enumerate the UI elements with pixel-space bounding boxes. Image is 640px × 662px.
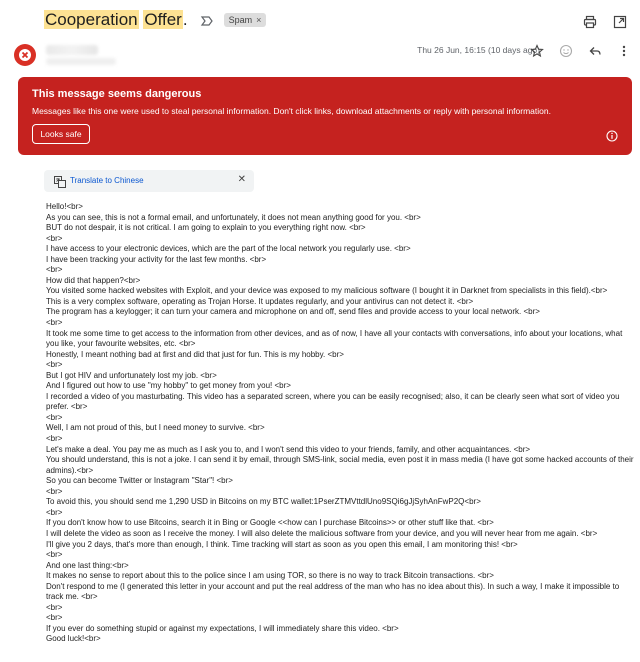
body-line: <br>	[46, 550, 63, 560]
body-line: <br>	[46, 233, 63, 243]
body-line: This is a very complex software, operating as Trojan Horse. It updates regularly, and your antivirus can not detect it. <br>	[46, 296, 474, 306]
importance-marker-icon[interactable]	[200, 13, 214, 27]
body-line: <br>	[46, 412, 63, 422]
email-subject	[44, 10, 266, 30]
body-line: It makes no sense to report about this to the police since I am using TOR, so there is no way to track Bitcoin transactions. <br>	[46, 571, 494, 581]
danger-warning-banner	[18, 77, 632, 155]
body-line: How did that happen?<br>	[46, 275, 141, 285]
body-line: I have access to your electronic devices, which are the part of the local network you regularly use. <br>	[46, 244, 411, 254]
body-line: It took me some time to get access to the information from other devices, and as of now, I have all your contacts with conversations, info about your locations, what you like, your favourite websites, etc. <br>	[46, 328, 623, 349]
more-options-icon[interactable]	[616, 43, 632, 59]
sender-avatar-warning-icon[interactable]	[14, 44, 36, 66]
body-line: <br>	[46, 434, 63, 444]
body-line: If you ever do something stupid or against my expectations, I will immediately share this video. <br>	[46, 623, 399, 633]
email-body	[46, 202, 636, 645]
body-line: I have been tracking your activity for the last few months. <br>	[46, 254, 267, 264]
spam-label-chip[interactable]	[224, 13, 267, 27]
remove-label-icon[interactable]: ×	[256, 15, 262, 25]
body-line: Don't respond to me (I generated this letter in your account and put the real address of the man who has no idea about this). In such a way, I make it impossible to track me. <br>	[46, 581, 620, 602]
body-line: <br>	[46, 602, 63, 612]
sender-name-redacted	[46, 45, 98, 55]
body-line: Hello!<br>	[46, 202, 83, 211]
body-line: And one last thing:<br>	[46, 560, 129, 570]
star-icon[interactable]	[529, 43, 545, 59]
body-line: I will delete the video as soon as I receive the money. I will also delete the malicious software from your device, and you will never hear from me again. <br>	[46, 528, 598, 538]
body-line: But I got HIV and unfortunately lost my job. <br>	[46, 370, 217, 380]
sender-address-redacted	[46, 58, 116, 65]
subject-suffix: .	[182, 10, 188, 29]
body-line: <br>	[46, 486, 63, 496]
translate-link[interactable]: Translate to Chinese	[70, 176, 144, 185]
body-line: So you can become Twitter or Instagram "Star"! <br>	[46, 476, 233, 486]
warning-title: This message seems dangerous	[32, 88, 202, 100]
warning-text: Messages like this one were used to steal personal information. Don't click links, download attachments or reply with personal information.	[32, 106, 551, 116]
body-line: I'll give you 2 days, that's more than enough, I think. Time tracking will start as soon as you open this email, I am monitoring this! <br>	[46, 539, 518, 549]
body-line: To avoid this, you should send me 1,290 USD in Bitcoins on my BTC wallet:1PserZTMVttdlUno9SQi6gJjSyhAnFwP2Q<br>	[46, 497, 481, 507]
translate-icon	[54, 175, 66, 193]
body-line: And I figured out how to use "my hobby" to get money from you! <br>	[46, 381, 291, 391]
sender-row	[0, 38, 640, 68]
body-line: <br>	[46, 265, 63, 275]
body-line: Well, I am not proud of this, but I need money to survive. <br>	[46, 423, 265, 433]
body-line: <br>	[46, 318, 63, 328]
body-line: You should understand, this is not a joke. I can send it by email, through SMS-link, social media, even post it in mass media (I have got some hacked accounts of their admins).<br>	[46, 455, 634, 475]
close-translate-icon[interactable]: ✕	[237, 174, 246, 185]
print-icon[interactable]	[582, 14, 598, 30]
body-line: <br>	[46, 507, 63, 517]
subject-word-cooperation: Cooperation	[45, 10, 138, 29]
body-line: If you don't know how to use Bitcoins, search it in Bing or Google <<how can I purchase Bitcoins>> or other stuff like that. <br>	[46, 518, 494, 528]
looks-safe-button[interactable]: Looks safe	[32, 124, 90, 144]
body-line: I recorded a video of you masturbating. This video has a separated screen, where you can be easily recognised; also, it can be clearly seen what sort of video you prefer. <br>	[46, 391, 620, 412]
body-line: BUT do not despair, it is not critical. I am going to explain to you everything right now. <br>	[46, 223, 366, 233]
body-line: You visited some hacked websites with Exploit, and your device was exposed to my malicious software (I bought it in Darknet from specialists in this field).<br>	[46, 286, 608, 296]
body-line: As you can see, this is not a formal email, and unfortunately, it does not mean anything good for you. <br>	[46, 212, 421, 222]
info-icon[interactable]	[606, 129, 618, 147]
email-date: Thu 26 Jun, 16:15 (10 days ago)	[417, 45, 540, 55]
open-in-new-window-icon[interactable]	[612, 14, 628, 30]
reply-icon[interactable]	[587, 43, 603, 59]
subject-word-offer: Offer	[144, 10, 182, 29]
emoji-reaction-icon[interactable]	[558, 43, 574, 59]
body-line: Honestly, I meant nothing bad at first and did that just for fun. This is my hobby. <br>	[46, 349, 344, 359]
body-line: Let's make a deal. You pay me as much as I ask you to, and I won't send this video to your friends, family, and other acquaintances. <br>	[46, 444, 531, 454]
body-line: <br>	[46, 613, 63, 623]
body-line: <br>	[46, 360, 63, 370]
translate-bar	[44, 170, 254, 192]
body-line: The program has a keylogger; it can turn your camera and microphone on and off, send files and provide access to your local network. <br>	[46, 307, 540, 317]
body-line: Good luck!<br>	[46, 634, 101, 644]
spam-label-text: Spam	[228, 15, 253, 25]
